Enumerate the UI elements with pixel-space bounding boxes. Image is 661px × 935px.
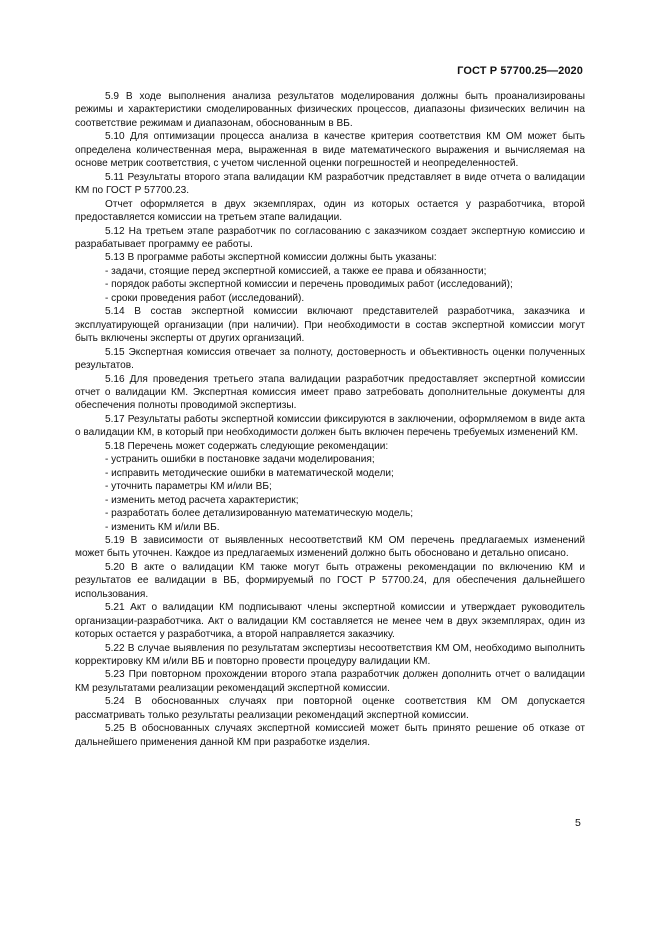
paragraph: 5.9 В ходе выполнения анализа результатов моделирования должны быть проанализированы режимы и характеристики смоделированных физических процессов, диапазоны физических величин на соответствие режимам и диапазонам, обоснованным в ВБ. xyxy=(75,91,585,129)
list-item xyxy=(75,521,585,534)
paragraph: 5.10 Для оптимизации процесса анализа в качестве критерия соответствия КМ ОМ может быть определена количественная мера, выраженная в виде математического выражения и вычисляемая на основе метрик соответствия, с учетом численной оценки погрешностей и неопределенностей. xyxy=(75,131,585,170)
paragraph: 5.21 Акт о валидации КМ подписывают члены экспертной комиссии и утверждает руководитель организации-разработчика. Акт о валидации КМ составляется не менее чем в двух экземплярах, один из которых остается у разработчика, а второй направляется заказчику. xyxy=(75,602,585,641)
list-item xyxy=(75,507,585,520)
document-body xyxy=(75,90,585,749)
standard-header: ГОСТ Р 57700.25—2020 xyxy=(457,65,583,77)
paragraph: 5.18 Перечень может содержать следующие рекомендации: xyxy=(105,440,389,452)
list-item xyxy=(75,494,585,507)
list-item-text: - разработать более детализированную математическую модель; xyxy=(105,508,414,520)
paragraph: 5.24 В обоснованных случаях при повторной оценке соответствия КМ ОМ допускается рассматривать только результаты реализации рекомендаций экспертной комиссии. xyxy=(75,696,585,721)
paragraph: 5.17 Результаты работы экспертной комиссии фиксируются в заключении, оформляемом в виде акта о валидации КМ, в который при необходимости должен быть включен перечень требуемых изменений КМ. xyxy=(75,413,585,439)
paragraph: 5.20 В акте о валидации КМ также могут быть отражены рекомендации по включению КМ и результатов ее валидации в ВБ, формируемый по ГОСТ Р 57700.24, для обеспечения дальнейшего использования. xyxy=(75,561,585,600)
list-item-text: - сроки проведения работ (исследований). xyxy=(105,292,305,304)
list-item xyxy=(75,467,585,480)
list-item-text: - изменить КМ и/или ВБ. xyxy=(105,521,220,533)
paragraph: 5.12 На третьем этапе разработчик по согласованию с заказчиком создает экспертную комиссию и разрабатывает программу ее работы. xyxy=(75,225,585,250)
list-item xyxy=(75,278,585,291)
paragraph: 5.23 При повторном прохождении второго этапа разработчик должен дополнить отчет о валидации КМ результатами реализации рекомендаций экспертной комиссии. xyxy=(75,669,585,694)
page-number: 5 xyxy=(575,817,581,829)
paragraph: 5.11 Результаты второго этапа валидации КМ разработчик представляет в виде отчета о валидации КМ по ГОСТ Р 57700.23. xyxy=(75,171,585,197)
paragraph: 5.19 В зависимости от выявленных несоответствий КМ ОМ перечень предлагаемых изменений может быть уточнен. Каждое из предлагаемых изменений должно быть обосновано и детально описано. xyxy=(75,534,585,560)
paragraph: 5.16 Для проведения третьего этапа валидации разработчик предоставляет экспертной комиссии отчет о валидации КМ. Экспертная комиссия имеет право затребовать дополнительные документы для обеспечения полноты проводимой экспертизы. xyxy=(75,373,585,412)
paragraph: Отчет оформляется в двух экземплярах, один из которых остается у разработчика, второй предоставляется комиссии на третьем этапе валидации. xyxy=(75,198,585,224)
paragraph: 5.13 В программе работы экспертной комиссии должны быть указаны: xyxy=(105,252,437,264)
paragraph: 5.15 Экспертная комиссия отвечает за полноту, достоверность и объективность оценки полученных результатов. xyxy=(75,346,585,372)
paragraph: 5.25 В обоснованных случаях экспертной комиссией может быть принято решение об отказе от дальнейшего применения данной КМ при разработке изделия. xyxy=(75,723,585,748)
paragraph: 5.14 В состав экспертной комиссии включают представителей разработчика, заказчика и эксплуатирующей организации (при наличии). При необходимости в состав экспертной комиссии могут быть включены эксперты от других организаций. xyxy=(75,306,585,345)
list-item-text: - устранить ошибки в постановке задачи моделирования; xyxy=(105,454,375,466)
list-item-text: - уточнить параметры КМ и/или ВБ; xyxy=(105,481,272,493)
list-item-text: - порядок работы экспертной комиссии и перечень проводимых работ (исследований); xyxy=(105,279,513,291)
list-item-text: - задачи, стоящие перед экспертной комиссией, а также ее права и обязанности; xyxy=(105,265,487,277)
list-item-text: - исправить методические ошибки в математической модели; xyxy=(105,467,394,479)
paragraph: 5.22 В случае выявления по результатам экспертизы несоответствия КМ ОМ, необходимо выполнить корректировку КМ и/или ВБ и повторно провести процедуру валидации КМ. xyxy=(75,642,585,668)
list-item xyxy=(75,265,585,278)
list-item-text: - изменить метод расчета характеристик; xyxy=(105,494,299,506)
list-item xyxy=(75,480,585,493)
list-item xyxy=(75,453,585,466)
list-item xyxy=(75,292,585,305)
